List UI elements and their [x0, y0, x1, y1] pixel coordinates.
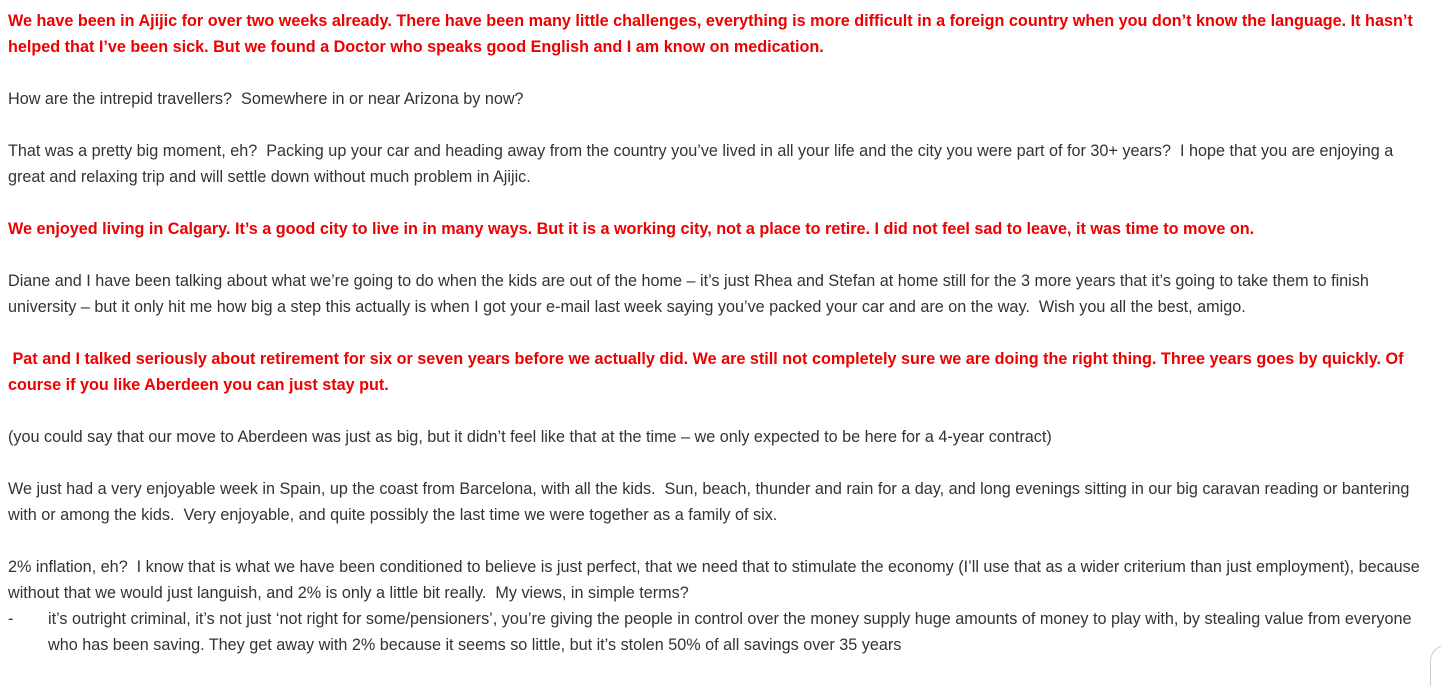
reply-paragraph-calgary: We enjoyed living in Calgary. It’s a good city to live in in many ways. But it is a working city, not a place to retire. I did not feel sad to leave, it was time to move on.: [8, 220, 1255, 238]
paragraph-aberdeen-move: (you could say that our move to Aberdeen was just as big, but it didn’t feel like that at the time – we only expected to be here for a 4-year contract): [8, 428, 1052, 446]
reply-paragraph-ajijic: We have been in Ajijic for over two weeks already. There have been many little challenges, everything is more difficult in a foreign country when you don’t know the language. It hasn’t helped that I’ve been sick. But we found a Doctor who speaks good English and I am know on medication.: [8, 12, 1418, 56]
paragraph-diane-kids: Diane and I have been talking about what we’re going to do when the kids are out of the home – it’s just Rhea and Stefan at home still for the 3 more years that it’s going to take them to finish university – but it only hit me how big a step this actually is when I got your e-mail last week saying you’ve packed your car and are on the way. Wish you all the best, amigo.: [8, 272, 1374, 316]
paragraph-spain-trip: We just had a very enjoyable week in Spain, up the coast from Barcelona, with all the kids. Sun, beach, thunder and rain for a day, and long evenings sitting in our big caravan reading or bantering with or among the kids. Very enjoyable, and quite possibly the last time we were together as a family of six.: [8, 480, 1414, 524]
paragraph-inflation: 2% inflation, eh? I know that is what we have been conditioned to believe is just perfect, that we need that to stimulate the economy (I’ll use that as a wider criterium than just employment), because without that we would just languish, and 2% is only a little bit really. My views, in simple terms?: [8, 558, 1425, 602]
question-paragraph-travellers: How are the intrepid travellers? Somewhere in or near Arizona by now?: [8, 90, 524, 108]
bullet-item: [8, 606, 1433, 658]
bullet-marker: -: [8, 610, 14, 628]
bullet-text: it’s outright criminal, it’s not just ‘not right for some/pensioners’, you’re giving the people in control over the money supply huge amounts of money to play with, by stealing value from everyone who has been saving. They get away with 2% because it seems so little, but it’s stolen 50% of all savings over 35 years: [48, 610, 1412, 654]
paragraph-big-moment: That was a pretty big moment, eh? Packing up your car and heading away from the country you’ve lived in all your life and the city you were part of for 30+ years? I hope that you are enjoying a great and relaxing trip and will settle down without much problem in Ajijic.: [8, 142, 1398, 186]
reply-paragraph-retirement: Pat and I talked seriously about retirement for six or seven years before we actually did. We are still not completely sure we are doing the right thing. Three years goes by quickly. Of course if you like Aberdeen you can just stay put.: [8, 350, 1409, 394]
email-body: [8, 8, 1433, 658]
